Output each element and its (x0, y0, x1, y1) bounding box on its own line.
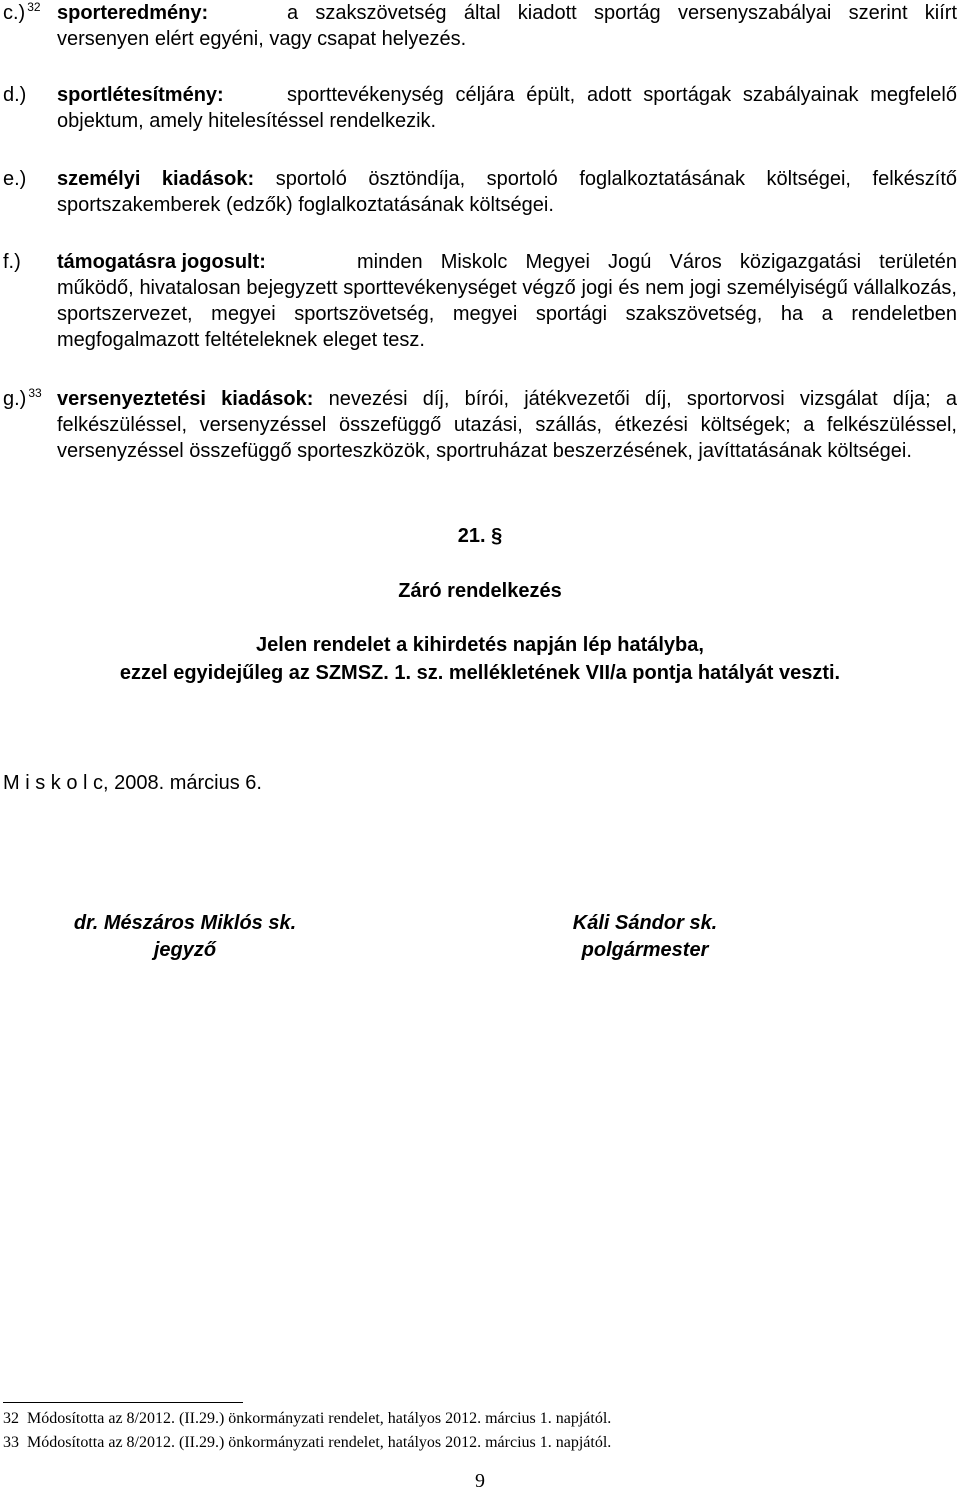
footnote-text: Módosította az 8/2012. (II.29.) önkormányzati rendelet, hatályos 2012. március 1. napjától. (27, 1434, 612, 1451)
signature-mayor (490, 910, 800, 964)
definition-label: e.) (3, 168, 27, 190)
footnote-number: 33 (3, 1434, 19, 1451)
section-title: Záró rendelkezés (398, 580, 562, 602)
definition-text (57, 249, 957, 353)
signature-name: Káli Sándor sk. (572, 912, 718, 934)
footnote-number: 32 (3, 1410, 19, 1427)
definition-term: személyi kiadások: (57, 168, 255, 190)
definition-label: d.) (3, 84, 27, 106)
definition-term: versenyeztetési kiadások: (57, 388, 314, 410)
definition-label: g.) $^{33}$ (3, 386, 42, 410)
definition-text (57, 0, 957, 52)
definition-text (57, 386, 957, 464)
definition-term: sportlétesítmény: (57, 84, 224, 106)
definition-text (57, 82, 957, 134)
footnote-33 (3, 1434, 611, 1452)
definition-term: támogatásra jogosult: (57, 251, 266, 273)
definition-body: sportoló ösztöndíja, sportoló foglalkoztatásának költségei, felkészítő sportszakemberek (edzők) foglalkoztatásának költségei. (57, 168, 957, 216)
signature-name: dr. Mészáros Miklós sk. (73, 912, 297, 934)
definition-body: a szakszövetség által kiadott sportág versenyszabályai szerint kiírt versenyen elért egyéni, vagy csapat helyezés. (57, 2, 957, 50)
definition-label: f.) (3, 251, 21, 273)
signature-notary (30, 910, 340, 964)
footnote-32 (3, 1410, 611, 1428)
definition-body: sporttevékenység céljára épült, adott sportágak szabályainak megfelelő objektum, amely hitelesítéssel rendelkezik. (57, 84, 957, 132)
section-provision-line-2: ezzel egyidejűleg az SZMSZ. 1. sz. mellékletének VII/a pontja hatályát veszti. (119, 662, 841, 684)
definition-term: sporteredmény: (57, 2, 209, 24)
footnote-ref: 33 (28, 386, 42, 400)
definition-body: minden Miskolc Megyei Jogú Város közigazgatási területén működő, hivatalosan bejegyzett sporttevékenységet végző jogi és nem jogi személyiségű vállalkozás, sportszervezet, megyei sportszövetség, megyei sportági szakszövetség, ha a rendeletben megfogalmazott feltételeknek eleget tesz. (57, 251, 957, 351)
signature-role: polgármester (581, 939, 709, 961)
footnote-ref: 32 (27, 0, 41, 14)
section-provision-line-1: Jelen rendelet a kihirdetés napján lép hatályba, (256, 634, 704, 656)
place-date: M i s k o l c, 2008. március 6. (3, 772, 262, 794)
page-number: 9 (475, 1470, 485, 1492)
definition-label: c.) $^{32}$ (3, 0, 41, 24)
definition-body: nevezési díj, bírói, játékvezetői díj, sportorvosi vizsgálat díja; a felkészüléssel, versenyzéssel összefüggő utazási, szállás, étkezési költségek; a felkészüléssel, versenyzéssel összefüggő sporteszközök, sportruházat beszerzésének, javíttatásának költségei. (57, 388, 957, 462)
footnote-divider (3, 1402, 243, 1403)
section-number: 21. § (457, 525, 503, 547)
footnote-text: Módosította az 8/2012. (II.29.) önkormányzati rendelet, hatályos 2012. március 1. napjától. (27, 1410, 612, 1427)
definition-text (57, 166, 957, 218)
signature-role: jegyző (153, 939, 217, 961)
